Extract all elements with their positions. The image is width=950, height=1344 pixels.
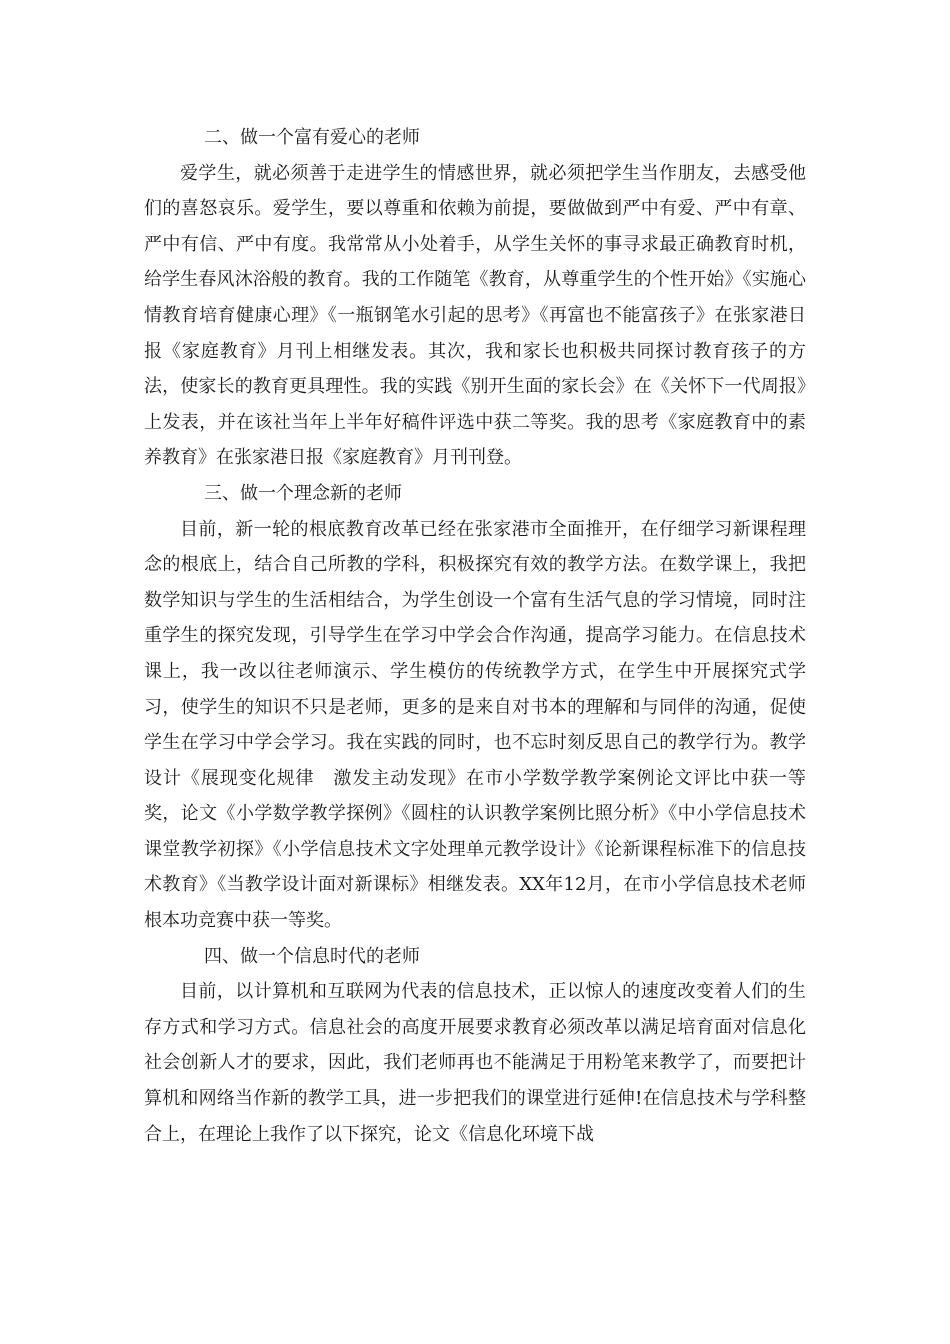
section-information-age-teacher <box>144 939 806 1153</box>
section-new-concept-teacher <box>144 476 806 939</box>
section-caring-teacher <box>144 120 806 476</box>
section-heading: 四、做一个信息时代的老师 <box>204 945 420 967</box>
section-paragraph: 目前，新一轮的根底教育改革已经在张家港市全面推开，在仔细学习新课程理念的根底上，结合自己所教的学科，积极探究有效的教学方法。在数学课上，我把数学知识与学生的生活相结合，为学生创设一个富有生活气息的学习情境，同时注重学生的探究发现，引导学生在学习中学会合作沟通，提高学习能力。在信息技术课上，我一改以往老师演示、学生模仿的传统教学方式，在学生中开展探究式学习，使学生的知识不只是老师，更多的是来自对书本的理解和与同伴的沟通，促使学生在学习中学会学习。我在实践的同时，也不忘时刻反思自己的教学行为。教学设计《展现变化规律 激发主动发现》在市小学数学教学案例论文评比中获一等奖，论文《小学数学教学探例》《圆柱的认识教学案例比照分析》《中小学信息技术课堂教学初探》《小学信息技术文字处理单元教学设计》《论新课程标准下的信息技术教育》《当教学设计面对新课标》相继发表。XX年12月，在市小学信息技术老师根本功竞赛中获一等奖。 <box>144 518 806 932</box>
section-heading: 二、做一个富有爱心的老师 <box>204 127 420 148</box>
section-heading: 三、做一个理念新的老师 <box>204 482 402 504</box>
section-paragraph: 爱学生，就必须善于走进学生的情感世界，就必须把学生当作朋友，去感受他们的喜怒哀乐。爱学生，要以尊重和依赖为前提，要做做到严中有爱、严中有章、严中有信、严中有度。我常常从小处着手，从学生关怀的事寻求最正确教育时机，给学生春风沐浴般的教育。我的工作随笔《教育，从尊重学生的个性开始》《实施心情教育培育健康心理》《一瓶钢笔水引起的思考》《再富也不能富孩子》在张家港日报《家庭教育》月刊上相继发表。其次，我和家长也积极共同探讨教育孩子的方法，使家长的教育更具理性。我的实践《别开生面的家长会》在《关怀下一代周报》上发表，并在该社当年上半年好稿件评选中获二等奖。我的思考《家庭教育中的素养教育》在张家港日报《家庭教育》月刊刊登。 <box>144 162 806 469</box>
document-page <box>144 120 806 1152</box>
section-paragraph: 目前，以计算机和互联网为代表的信息技术，正以惊人的速度改变着人们的生存方式和学习方式。信息社会的高度开展要求教育必须改革以满足培育面对信息化社会创新人才的要求，因此，我们老师再也不能满足于用粉笔来教学了，而要把计算机和网络当作新的教学工具，进一步把我们的课堂进行延伸!在信息技术与学科整合上，在理论上我作了以下探究，论文《信息化环境下战 <box>144 981 806 1145</box>
